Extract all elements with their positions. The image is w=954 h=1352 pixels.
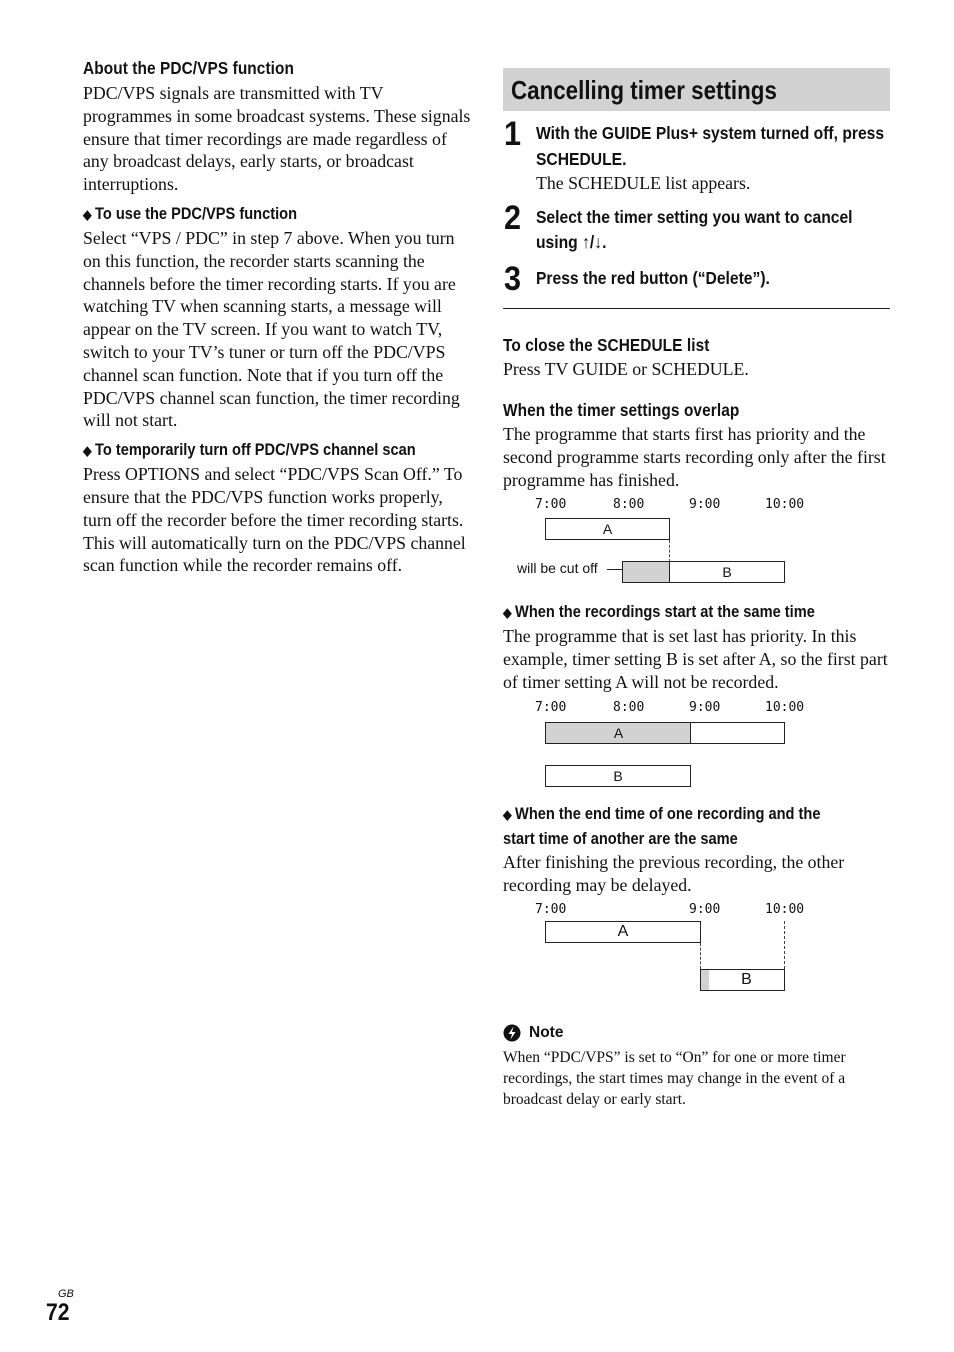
step-2 — [503, 198, 890, 256]
time-label: 9:00 — [689, 902, 721, 918]
end-start-diagram — [503, 902, 890, 998]
time-label: 7:00 — [535, 699, 567, 715]
same-start-subheading: ◆ When the recordings start at the same time — [503, 602, 815, 622]
step-number: 3 — [503, 259, 521, 298]
timer-bar-b: B — [545, 765, 691, 787]
timer-bar-b: B — [669, 561, 785, 583]
time-label: 8:00 — [613, 497, 645, 513]
page-number: 72 — [46, 1299, 70, 1326]
timer-bar-a: A — [545, 921, 701, 943]
turn-off-scan-text: Press OPTIONS and select “PDC/VPS Scan Off.” To ensure that the PDC/VPS function works properly, turn off the recorder before the timer recording starts. This will automatically turn on the PDC/VPS channel scan function while the recorder remains off. — [83, 464, 466, 576]
timer-bar-a: A — [545, 722, 692, 744]
time-label: 7:00 — [535, 497, 567, 513]
right-column — [503, 68, 890, 1111]
cut-off-segment — [622, 561, 670, 583]
left-column — [83, 58, 473, 577]
step-2-text: Select the timer setting you want to cancel using ↑/↓. — [536, 206, 853, 253]
step-1-text: With the GUIDE Plus+ system turned off, press SCHEDULE. — [536, 123, 885, 169]
time-label: 9:00 — [689, 699, 721, 715]
diamond-bullet-icon: ◆ — [503, 806, 512, 822]
time-label: 10:00 — [765, 902, 805, 918]
step-1-result: The SCHEDULE list appears. — [536, 173, 751, 193]
time-label: 10:00 — [765, 699, 805, 715]
pdc-vps-heading: About the PDC/VPS function — [83, 58, 295, 78]
overlap-diagram — [503, 497, 890, 595]
step-3 — [503, 259, 890, 298]
close-schedule-text: Press TV GUIDE or SCHEDULE. — [503, 359, 749, 380]
cut-off-label: will be cut off — [517, 560, 598, 577]
diamond-bullet-icon: ◆ — [83, 443, 92, 459]
section-title: Cancelling timer settings — [511, 75, 777, 105]
turn-off-scan-subheading: ◆ To temporarily turn off PDC/VPS channel scan — [83, 440, 416, 460]
diamond-bullet-icon: ◆ — [503, 605, 512, 621]
section-banner — [503, 68, 890, 111]
timer-bar-a-recorded — [690, 722, 785, 744]
timer-bar-a: A — [545, 518, 670, 540]
use-pdc-vps-text: Select “VPS / PDC” in step 7 above. When you turn on this function, the recorder starts scanning the channels before the timer recording starts. If you are watching TV when scanning starts, a message will appear on the TV screen. If you want to watch TV, switch to your TV’s tuner or turn off the PDC/VPS channel scan function. Note that if you turn off the PDC/VPS channel scan function, the timer recording will not start. — [83, 227, 460, 431]
time-label: 8:00 — [613, 699, 645, 715]
diamond-bullet-icon: ◆ — [83, 206, 92, 222]
step-number: 1 — [503, 115, 521, 153]
use-pdc-vps-subheading: ◆ To use the PDC/VPS function — [83, 203, 298, 223]
step-number: 2 — [503, 198, 521, 237]
overlap-text: The programme that starts first has priority and the second programme starts recording only after the first programme has finished. — [503, 424, 886, 490]
dashed-guide — [784, 921, 785, 969]
cut-off-leader-line — [607, 569, 623, 570]
end-start-text: After finishing the previous recording, the other recording may be delayed. — [503, 851, 845, 895]
timer-bar-b: B — [709, 969, 785, 991]
pdc-vps-intro: PDC/VPS signals are transmitted with TV programmes in some broadcast systems. These signals ensure that timer recordings are made regardless of any broadcast delays, early starts, or broadcast interruptions. — [83, 83, 471, 195]
close-schedule-heading: To close the SCHEDULE list — [503, 335, 710, 356]
dashed-guide — [700, 943, 701, 969]
region-code: GB — [58, 1288, 74, 1300]
time-label: 7:00 — [535, 902, 567, 918]
same-start-diagram — [503, 700, 890, 794]
step-3-text: Press the red button (“Delete”). — [536, 267, 770, 288]
overlap-heading: When the timer settings overlap — [503, 400, 740, 421]
note-icon — [503, 1024, 521, 1042]
divider — [503, 308, 890, 309]
up-down-arrows-icon: ↑/↓ — [582, 232, 603, 253]
dashed-guide — [669, 540, 670, 562]
same-start-text: The programme that is set last has priority. In this example, timer setting B is set after A, so the first part of timer setting A will not be recorded. — [503, 626, 888, 693]
note-label: Note — [529, 1024, 564, 1042]
step-1 — [503, 115, 890, 195]
time-label: 10:00 — [765, 497, 805, 513]
end-start-subheading: ◆ When the end time of one recording and the start time of another are the same — [503, 803, 821, 848]
time-label: 9:00 — [689, 497, 721, 513]
note-header — [503, 1024, 890, 1042]
note-text: When “PDC/VPS” is set to “On” for one or more timer recordings, the start times may change in the event of a broadcast delay or early start. — [503, 1049, 846, 1108]
